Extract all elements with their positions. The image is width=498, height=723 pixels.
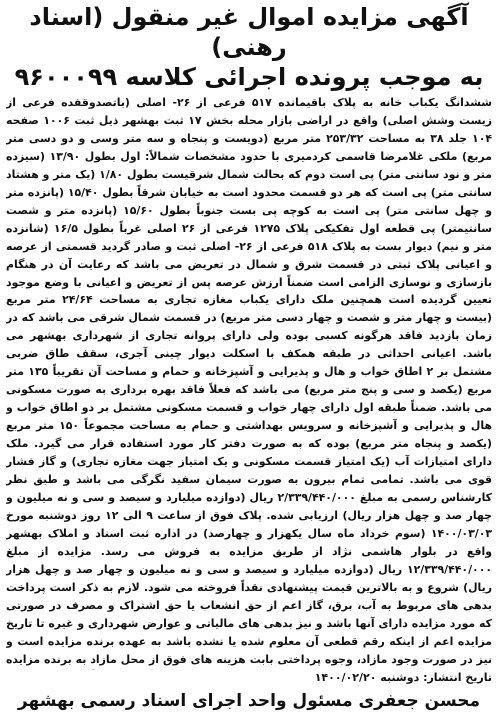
- case-number-heading: به موجب پرونده اجرائی کلاسه ۹۶۰۰۰۹۹: [14, 63, 484, 91]
- signature-line: محسن جعفری مسئول واحد اجرای اسناد رسمی بهشهر: [17, 691, 481, 711]
- notice-title: آگهی مزایده اموال غیر منقول (اسناد رهنی): [29, 3, 469, 61]
- notice-body-text: ششدانگ یکباب خانه به پلاک باقیمانده ۵۱۷ فرعی از ۲۶- اصلی (باتصدوقفده فرعی از زیست وشش اصلی) واقع در اراضی بازار محله بخش ۱۷ ثبت بهشهر ذیل ثبت ۱۰۰۶ صفحه ۱۰۴ جلد ۳۸ به مساحت ۲۵۳/۳۲ متر مربع (دویست و پنجاه و سه متر وسی و دو دسی متر مربع) ملکی غلامرضا قاسمی کردمیری با حدود مشخصات شمالاً: اول بطول ۱۳/۹۰ (سیزده متر و نود سانتی متر) پی است دوم که بحالت شمال شرقیست بطول ۱/۸۰ (یک متر و هشتاد سانتی متر) پی است که هر دو قسمت محدود است به خیابان شرقاً بطول ۱۵/۴۰ (پانزده متر و چهل سانتی متر) پی است به کوچه پی بست جنوباً بطول ۱۵/۶۰ (پانزده متر و شصت سانتیمتر) پی قطعه اول تفکیکی پلاک ۱۲۷۵ فرعی از ۲۶ اصلی غرباً بطول ۱۶/۵ (شانزده متر و نیم) دیوار بست به پلاک ۵۱۸ فرعی از ۲۶- اصلی ثبت و صادر گردید قسمتی از عرصه و اعیانی پلاک ثبتی در قسمت شرق و شمال در تعریض می باشد که رعایت آن در هنگام بازسازی و نوسازی الزامی است ضمناً ارزش عرصه پس از تعریض و اعیانی با وضع موجود تعیین گردیده است همچنین ملک دارای یکباب مغازه تجاری به مساحت ۲۴/۶۴ متر مربع (بیست و چهار متر و شصت و چهار دسی متر مربع) در قسمت شمال شرقی می باشد که در زمان بازدید فاقد هرگونه کسبی بوده ولی دارای پروانه تجاری از شهرداری بهشهر می باشد. اعیانی احداثی در طبقه همکف با اسکلت دیوار چینی آجری، سقف طاق ضربی مشتمل بر ۲ اطاق خواب و هال و پذیرایی و آشپزخانه و حمام و مساحت آن تقریباً ۱۳۵ متر مربع (یکصد و سی و پنج متر مربع) می باشد که فعلاً فاقد بهره برداری به صورت مسکونی می باشد. ضمناً طبقه اول دارای چهار خواب و قسمت مسکونی مشتمل بر دو اطاق خواب و هال و پذیرایی و آشپزخانه و سرویس بهداشتی و حمام به مساحت مجموعاً ۱۵۰ متر مربع (یکصد و پنجاه متر مربع) بوده که به صورت دفتر کار مورد استفاده قرار می گیرد. ملک دارای امتیازات آب (یک امتیاز قسمت مسکونی و یک امتیاز جهت مغازه تجاری) و گاز فشار قوی می باشد. تمامی تمام بیرون به صورت سیمان سفید نگرگی می باشد و طبق نظر کارشناس رسمی به مبلغ ۲/۳۳۹/۴۴۰/۰۰۰ ریال (دوازده میلیارد و سیصد و سی و نه میلیون و چهار صد و چهل هزار ریال) ارزیابی شده. پلاک فوق از ساعت ۹ الی ۱۲ روز دوشنبه مورخ ۱۴۰۰/۰۳/۰۳ (سوم خرداد ماه سال یکهزار و چهارصد) در اداره ثبت اسناد و املاک بهشهر واقع در بلوار هاشمی نژاد از طریق مزایده به فروش می رسد. مزایده از مبلغ ۱۲/۳۳۹/۴۴۰/۰۰۰ ریال (دوازده میلیارد و سیصد و سی و نه میلیون و چهار صد و چهل هزار ریال) شروع و به بالاترین قیمت پیشنهادی نقداً فروخته می شود. لازم به ذکر است پرداخت بدهی های مربوط به آب، برق، گاز اعم از حق انشعاب یا حق اشتراک و مصرف در صورتی که مورد مزایده دارای آنها باشد و نیز بدهی های مالیاتی و عوارض شهرداری و غیره تا تاریخ مزایده اعم از اینکه رقم قطعی آن معلوم شده یا نشده باشد به عهده برنده مزایده است و نیز در صورت وجود مازاد، وجوه پرداختی بابت هزینه های فوق از محل مازاد به برنده مزایده: [6, 96, 492, 666]
- publication-date: تاریخ انتشار: دوشنبه ۱۴۰۰/۰۲/۲۰: [314, 671, 492, 684]
